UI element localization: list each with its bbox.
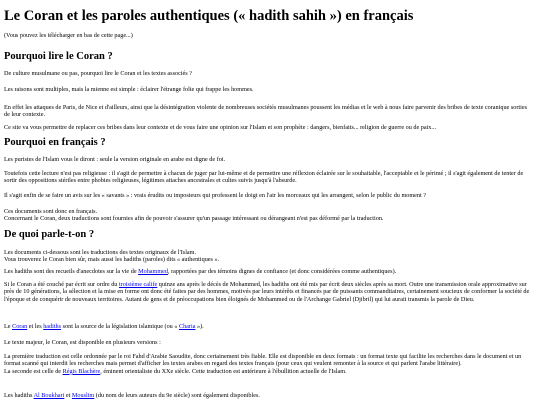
text: , éminent orientaliste du XXe siècle. Cette traduction est antérieure à l'ébullition actuelle de l'Islam. [100, 367, 347, 375]
third-caliph-link[interactable]: troisième calife [118, 281, 158, 288]
paragraph [4, 281, 534, 303]
paragraph [4, 323, 534, 330]
paragraph [4, 353, 534, 375]
paragraph: Le texte majeur, le Coran, est disponible en plusieurs versions : [4, 339, 161, 346]
text: et [64, 392, 72, 399]
text: Si le Coran a été couché par écrit sur ordre du [4, 281, 119, 288]
paragraph [4, 268, 534, 275]
sentence: Ces documents sont donc en français. [4, 208, 98, 215]
section-heading-why-french: Pourquoi en français ? [4, 137, 106, 148]
sentence: Vous trouverez le Coran bien sûr, mais aussi les hadiths (paroles) dits « authentiques ». [4, 256, 220, 264]
al-boukhari-link[interactable]: Al Boukhari [33, 392, 65, 399]
paragraph: En effet les attaques de Paris, de Nice et d'ailleurs, ainsi que la désintégration violente de nombreuses sociétés musulmanes poussent les médias et le web à nous faire parvenir des bribes de texte coranique sorties de leur contexte. [4, 104, 527, 119]
paragraph: De culture musulmane ou pas, pourquoi lire le Coran et les textes associés ? [4, 70, 192, 77]
text: Les hadiths [4, 392, 34, 399]
sentence: Les documents ci-dessous sont les traductions des textes originaux de l'Islam. [4, 249, 197, 256]
paragraph: Les puristes de l'Islam vous le diront : seule la version originale en arabe est digne de foi. [4, 156, 226, 163]
paragraph: Les raisons sont multiples, mais la mienne est simple : éclairer l'étrange folie qui frappe les hommes. [4, 86, 254, 93]
paragraph: Ce site va vous permettre de replacer ces bribes dans leur contexte et de vous faire une opinion sur l'Islam et son prophète : dangers, bienfaits... religion de guerre ou de paix... [4, 124, 437, 131]
paragraph [4, 208, 534, 223]
mohammed-link[interactable]: Mohammed [138, 268, 169, 275]
paragraph: Toutefois cette lecture n'est pas religieuse : il s'agit de permettre à chacun de juger par lui-même et de permettre une réflexion éclairée sur le souhaitable, l'acceptable et le périmé ; il s'agit également de tenter de sortir des oppositions stériles entre phobies religieuses, légitimes attaches ancestrales et cultes suivis jusqu'à l'absurde. [4, 170, 524, 185]
regis-blachere-link[interactable]: Régis Blachère [62, 367, 101, 375]
hadiths-link[interactable]: hadiths [43, 323, 62, 330]
text: Le [4, 323, 13, 330]
paragraph [4, 392, 534, 399]
sentence: La première traduction est celle ordonnée par le roi Fahd d'Arabie Saoudite, donc certainement très fiable. Elle est disponible en deux formats : un format texte qui facilite les recherches dans le document et un format scanné qui interdit les recherches mais permet d'afficher les textes arabes en regard des textes français (pour ceux qui veulent remonter à la source et qui parlent l'arabe littéraire). [4, 353, 522, 368]
download-note: (Vous pouvez les télécharger en bas de cette page...) [4, 32, 133, 39]
text: sont la source de la législation islamique (ou « [61, 323, 179, 330]
text: (du nom de leurs auteurs du 9e siècle) sont également disponibles. [94, 392, 260, 399]
page-title: Le Coran et les paroles authentiques (« hadith sahih ») en français [4, 8, 414, 24]
section-heading-why-read: Pourquoi lire le Coran ? [4, 51, 113, 62]
mouslim-link[interactable]: Mouslim [71, 392, 95, 399]
paragraph [4, 249, 534, 264]
text: et les [27, 323, 44, 330]
text: La seconde est celle de [4, 367, 63, 375]
charia-link[interactable]: Charia [178, 323, 196, 330]
paragraph: Il s'agit enfin de se faire un avis sur les « savants » : vrais érudits ou imposteurs qui professent le doigt en l'air les morceaux qui les arrangent, selon le public du moment ? [4, 192, 427, 199]
text: quinze ans après le décès de Mohammed, les hadiths ont été mis par écrit deux siècles après sa mort. Outre une transmission orale approximative sur près de 10 générations, la sélection et la mise en forme ont donc été faites par des hommes, motivés par leurs intérêts et financés par de puissants commanditaires, certainement soucieux de conformer la société de l'époque et de conquérir de nouveaux territoires. Autant de gens et de préoccupations bien éloignés de Mohammed ou de l'Archange Gabriel (Djibril) qui lui aurait transmis la parole de Dieu. [4, 281, 530, 303]
section-heading-what-about: De quoi parle-t-on ? [4, 229, 95, 240]
coran-link[interactable]: Coran [12, 323, 28, 330]
text: »). [195, 323, 204, 330]
sentence: Concernant le Coran, deux traductions sont fournies afin de pouvoir s'assurer qu'un passage intéressant ou dérangeant n'est pas déformé par la traduction. [4, 215, 384, 223]
text: , rapportées par des témoins dignes de confiance (et donc considérées comme authentiques). [168, 268, 397, 275]
text: Les hadiths sont des recueils d'anecdotes sur la vie de [4, 268, 139, 275]
